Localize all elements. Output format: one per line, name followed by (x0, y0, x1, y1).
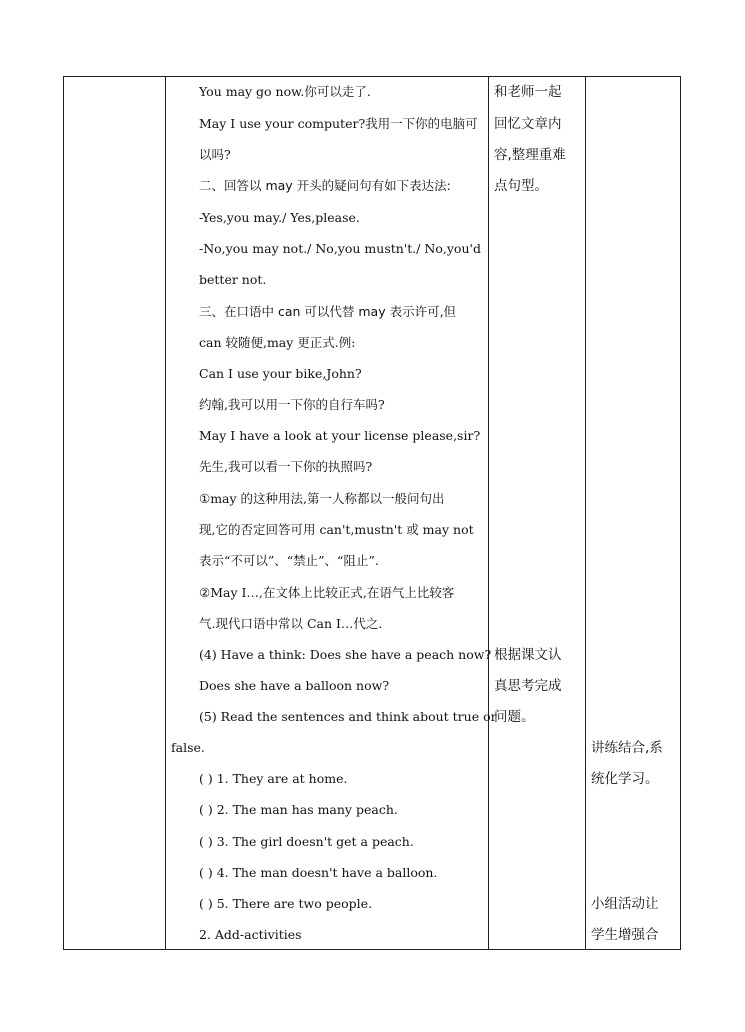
content-line: ( ) 5. There are two people. (199, 896, 373, 911)
content-line: ②May I…,在文体上比较正式,在语气上比较客 (199, 585, 455, 600)
lesson-table (63, 76, 681, 950)
content-line: -Yes,you may./ Yes,please. (199, 210, 360, 225)
content-line: ①may 的这种用法,第一人称都以一般问句出 (199, 491, 445, 506)
student-activity-line: 问题。 (494, 709, 535, 725)
student-activity-line: 和老师一起 (494, 84, 562, 100)
student-activity-line: 容,整理重难 (494, 147, 566, 163)
design-intent-line: 小组活动让 (591, 896, 659, 912)
content-line: Does she have a balloon now? (199, 678, 390, 693)
content-line: 表示“不可以”、“禁止”、“阻止”. (199, 553, 379, 568)
content-line: 二、回答以 may 开头的疑问句有如下表达法: (199, 178, 451, 193)
design-intent-line: 学生增强合 (591, 927, 659, 943)
column-divider-2 (488, 77, 489, 949)
content-line: 现,它的否定回答可用 can't,mustn't 或 may not (199, 522, 474, 537)
student-activity-line: 根据课文认 (494, 647, 562, 663)
content-line: 先生,我可以看一下你的执照吗? (199, 459, 373, 474)
design-intent-line: 统化学习。 (591, 771, 659, 787)
content-line: ( ) 1. They are at home. (199, 771, 348, 786)
column-divider-1 (165, 77, 166, 949)
content-line: ( ) 2. The man has many peach. (199, 802, 398, 817)
content-line: 三、在口语中 can 可以代替 may 表示许可,但 (199, 304, 457, 319)
content-line: 约翰,我可以用一下你的自行车吗? (199, 397, 385, 412)
student-activity-line: 真思考完成 (494, 678, 562, 694)
content-line: ( ) 4. The man doesn't have a balloon. (199, 865, 438, 880)
content-line: 2. Add-activities (199, 927, 302, 942)
content-line: You may go now.你可以走了. (199, 84, 371, 99)
design-intent-line: 讲练结合,系 (591, 740, 663, 756)
content-line: -No,you may not./ No,you mustn't./ No,you'd (199, 241, 481, 256)
column-divider-3 (585, 77, 586, 949)
content-line: Can I use your bike,John? (199, 366, 362, 381)
content-line: (4) Have a think: Does she have a peach now? (199, 647, 492, 662)
content-line: May I have a look at your license please,sir? (199, 428, 481, 443)
content-line: May I use your computer?我用一下你的电脑可 (199, 116, 478, 131)
content-line: false. (171, 740, 205, 755)
student-activity-line: 回忆文章内 (494, 116, 562, 132)
content-line: better not. (199, 272, 267, 287)
content-line: ( ) 3. The girl doesn't get a peach. (199, 834, 414, 849)
student-activity-line: 点句型。 (494, 178, 548, 194)
content-line: 气.现代口语中常以 Can I…代之. (199, 616, 383, 631)
content-line: can 较随便,may 更正式.例: (199, 335, 356, 350)
content-line: (5) Read the sentences and think about true or (199, 709, 497, 724)
content-line: 以吗? (199, 147, 231, 162)
